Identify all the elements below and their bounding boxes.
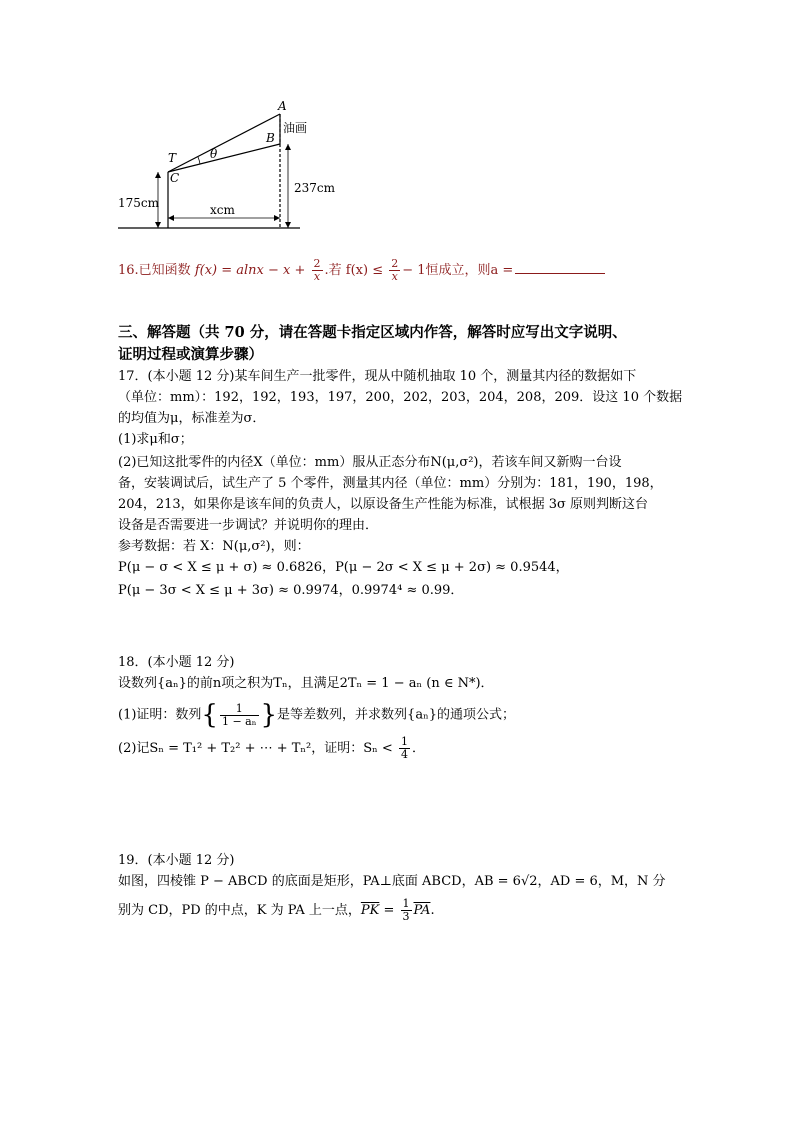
q16-func: f(x) = alnx − x + <box>194 263 310 278</box>
section-title <box>118 322 718 366</box>
q17-line1: 17．(本小题 12 分)某车间生产一批零件，现从中随机抽取 10 个，测量其内径的数据如下 <box>118 369 637 384</box>
geometry-diagram <box>110 92 350 242</box>
q17-line8: 设备是否需要进一步调试？并说明你的理由． <box>118 518 379 533</box>
q18-line2: 设数列{aₙ}的前n项之积为Tₙ，且满足2Tₙ = 1 − aₙ (n ∈ N*)． <box>118 676 494 691</box>
label-theta: θ <box>210 147 218 161</box>
label-right-height: 237cm <box>294 181 336 195</box>
label-t: T <box>168 151 177 165</box>
answer-blank[interactable] <box>515 261 605 274</box>
q17-line4: (1)求μ和σ； <box>118 432 193 447</box>
q17-line9: 参考数据：若 X：N(μ,σ²)，则： <box>118 539 310 554</box>
question-19 <box>118 850 666 923</box>
q17-line5: (2)已知这批零件的内径X（单位：mm）服从正态分布N(μ,σ²)，若该车间又新购一台设 <box>118 455 622 470</box>
label-c: C <box>170 171 180 185</box>
q19-line3: 别为 CD，PD 的中点，K 为 PA 上一点，$\overline{PK}$ = $\frac{1}{3}$ $\overline{PA}$. <box>118 897 435 923</box>
q16-frac: $\frac{2}{x}$ <box>313 257 321 283</box>
q19-line2: 如图，四棱锥 P − ABCD 的底面是矩形，PA⊥底面 ABCD，AB = 6√2，AD = 6，M，N 分 <box>118 874 666 889</box>
q18-line3: (1)证明：数列{ $\frac{1}{\text{1 − aₙ}}$ }是等差数列，并求数列{aₙ}的通项公式； <box>118 700 515 730</box>
q17-line10: P(μ − σ < X ≤ μ + σ) ≈ 0.6826，P(μ − 2σ < X ≤ μ + 2σ) ≈ 0.9544， <box>118 560 569 575</box>
q17-line6: 备，安装调试后，试生产了 5 个零件，测量其内径（单位：mm）分别为：181，190，198， <box>118 476 663 491</box>
question-17 <box>118 366 682 601</box>
q16-mid: .若 f(x) ≤ <box>324 263 388 278</box>
q18-line4: (2)记Sₙ = T₁² + T₂² + ⋯ + Tₙ²，证明：Sₙ < $\frac{1}{4}$ ． <box>118 735 425 761</box>
question-16 <box>118 258 605 283</box>
label-a: A <box>278 99 287 113</box>
label-b: B <box>266 131 275 145</box>
q16-suffix: − 1恒成立，则a = <box>402 263 514 278</box>
label-left-height: 175cm <box>118 196 160 210</box>
q16-frac2: $\frac{2}{x}$ <box>391 257 399 283</box>
question-18 <box>118 652 515 761</box>
q17-line11: P(μ − 3σ < X ≤ μ + 3σ) ≈ 0.9974，0.9974⁴ ≈ 0.99． <box>118 583 464 598</box>
q18-line1: 18．(本小题 12 分) <box>118 655 235 670</box>
q17-line2: （单位：mm）：192，192，193，197，200，202，203，204，208，209．设这 10 个数据 <box>118 390 683 405</box>
q17-line3: 的均值为μ，标准差为σ． <box>118 411 266 426</box>
label-painting: 油画 <box>283 121 308 135</box>
q19-line1: 19．(本小题 12 分) <box>118 853 235 868</box>
label-base-width: xcm <box>210 203 235 217</box>
q17-line7: 204，213，如果你是该车间的负责人，以原设备生产性能为标准，试根据 3σ 原则判断这台 <box>118 497 649 512</box>
q16-prefix: 16.已知函数 <box>118 263 195 278</box>
section-title-line2: 证明过程或演算步骤） <box>118 346 263 363</box>
section-title-line1: 三、解答题（共 70 分，请在答题卡指定区域内作答，解答时应写出文字说明、 <box>118 324 627 341</box>
